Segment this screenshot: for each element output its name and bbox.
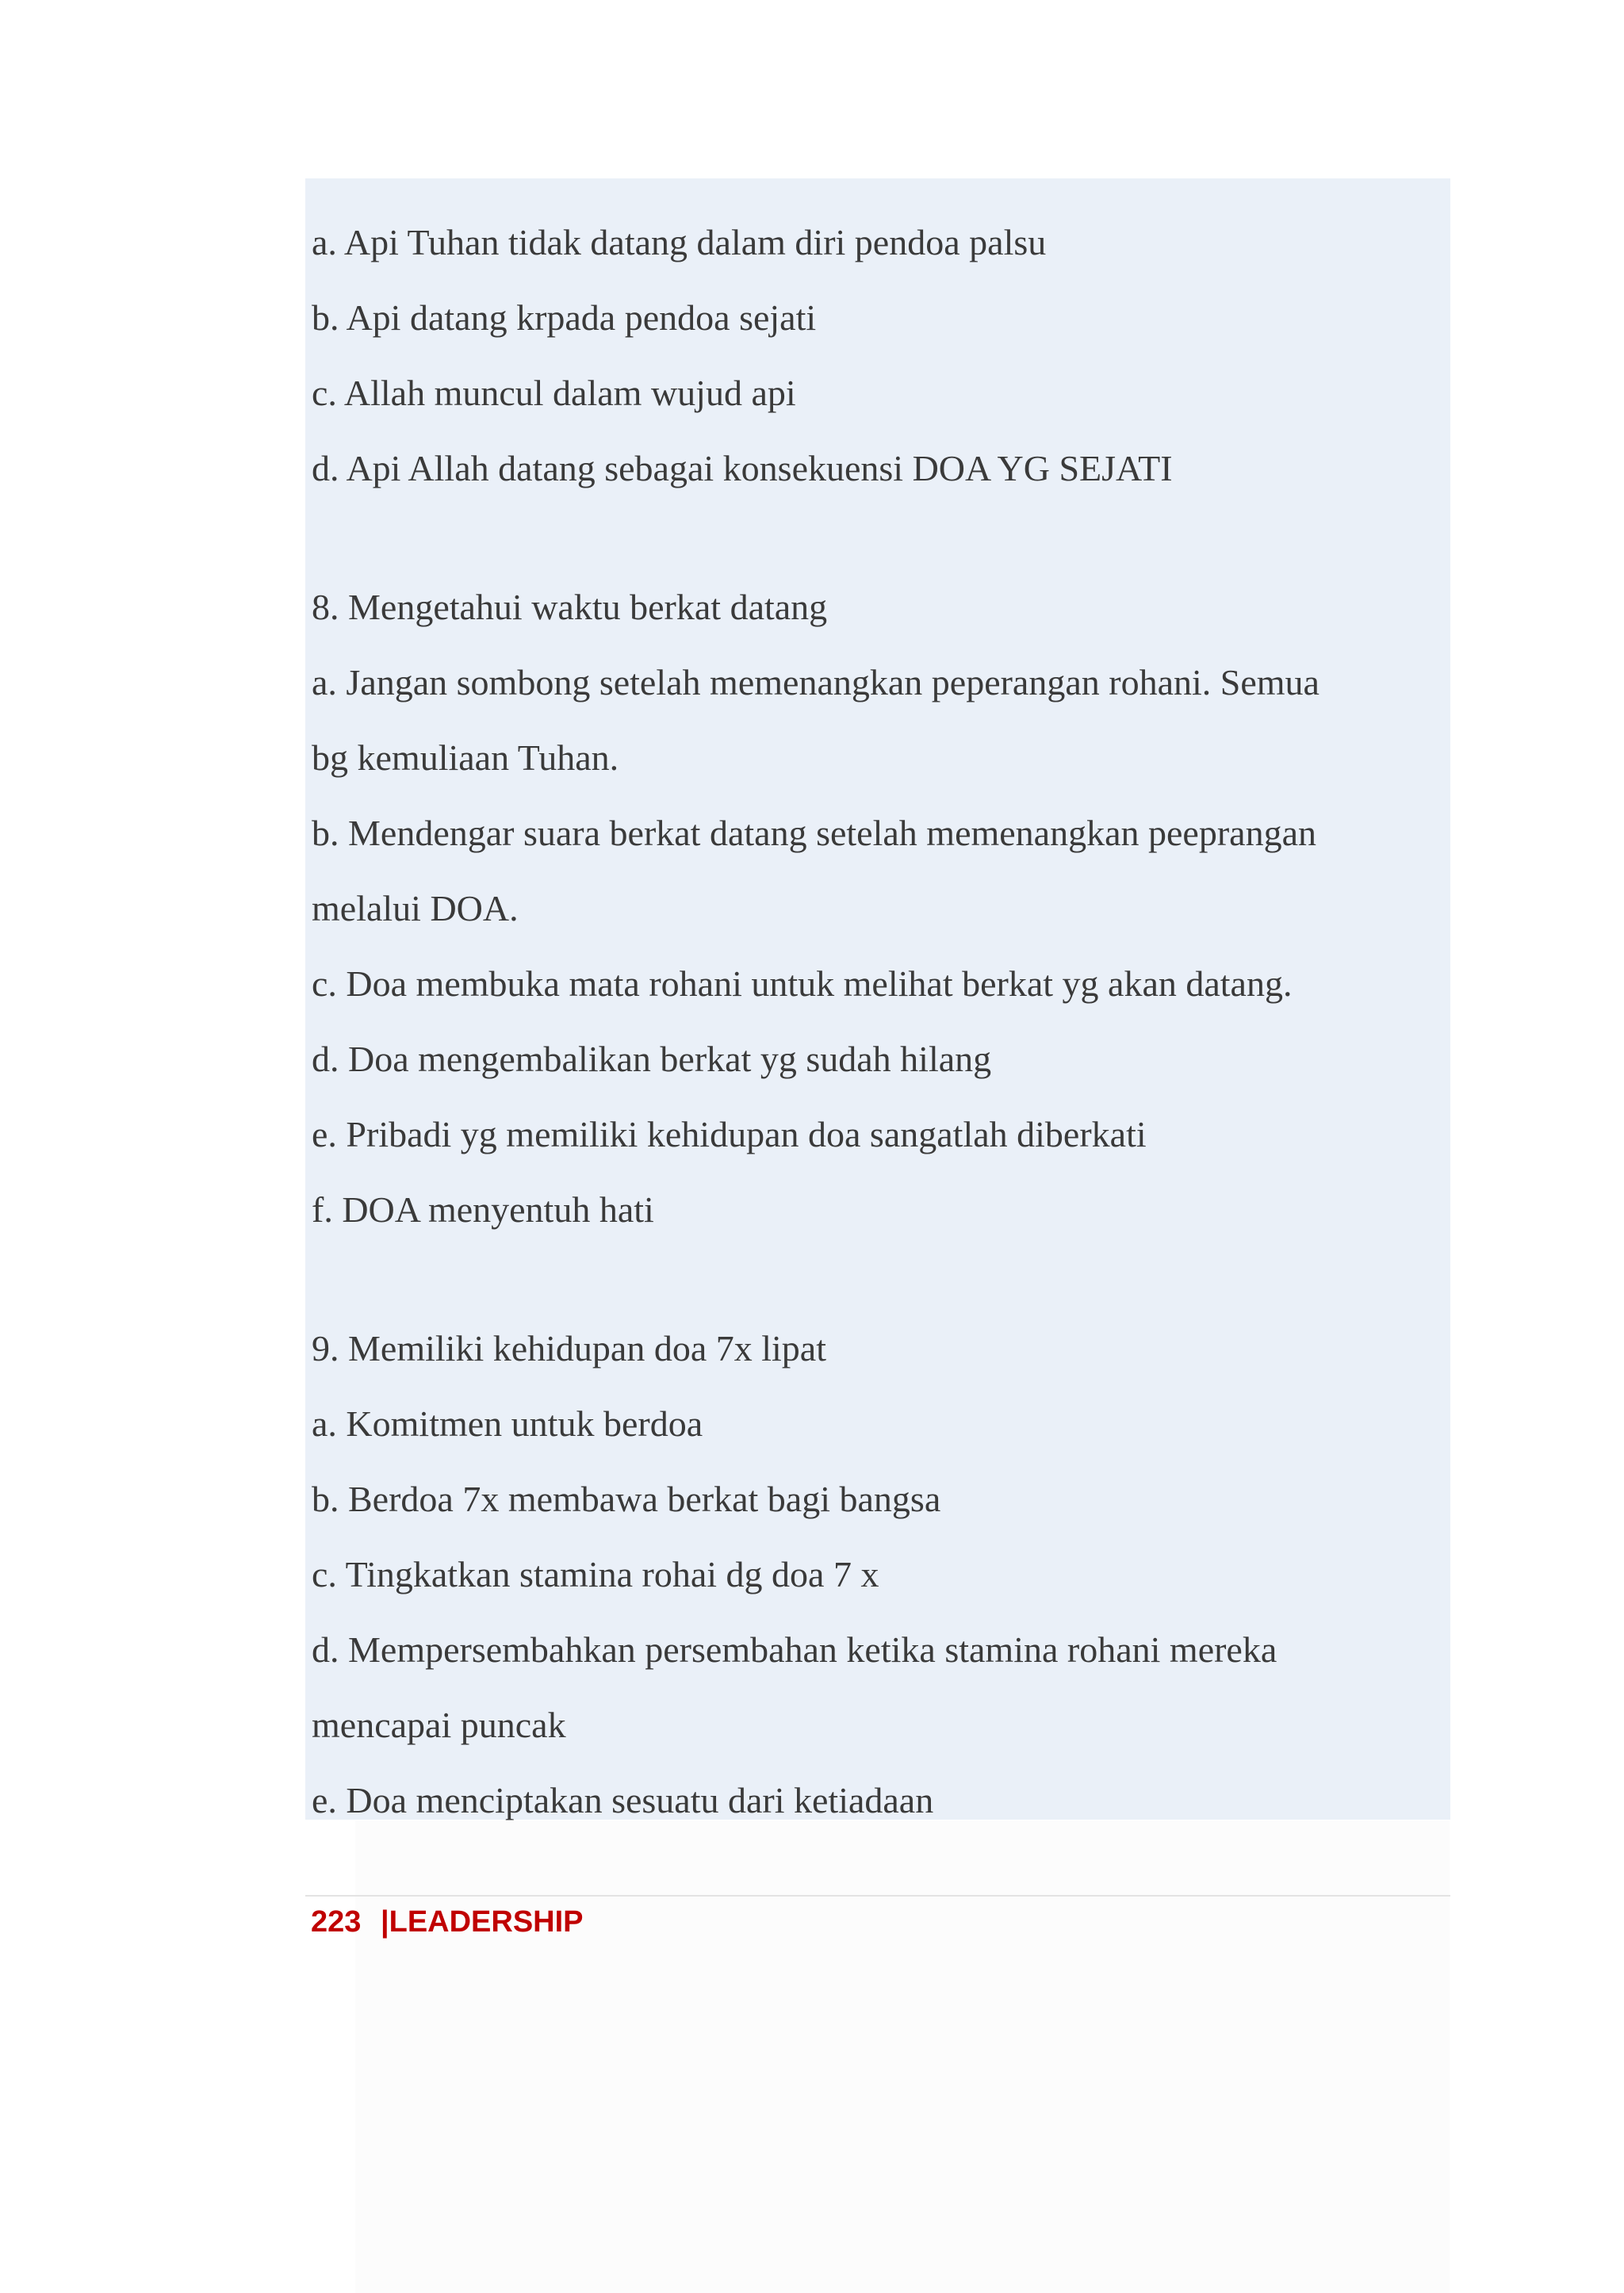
list-item-8a-line1: a. Jangan sombong setelah memenangkan peperangan rohani. Semua xyxy=(312,662,1320,702)
footer-title: LEADERSHIP xyxy=(389,1905,584,1939)
section-spacer xyxy=(312,1247,1438,1311)
list-item-8d: d. Doa mengembalikan berkat yg sudah hilang xyxy=(312,1039,992,1079)
section-8-heading: 8. Mengetahui waktu berkat datang xyxy=(312,587,828,627)
list-item-9e: e. Doa menciptakan sesuatu dari ketiadaan xyxy=(312,1780,934,1820)
list-item-8a-line2: bg kemuliaan Tuhan. xyxy=(312,737,619,778)
list-item-9d-line2: mencapai puncak xyxy=(312,1705,566,1745)
list-item-9d-line1: d. Mempersembahkan persembahan ketika stamina rohani mereka xyxy=(312,1629,1277,1670)
list-item-7d: d. Api Allah datang sebagai konsekuensi DOA YG SEJATI xyxy=(312,448,1173,488)
list-item-8b-line2: melalui DOA. xyxy=(312,888,519,928)
footer-separator: | xyxy=(380,1905,389,1939)
section-spacer xyxy=(312,506,1438,569)
page-footer xyxy=(311,1900,584,1944)
list-item-8f: f. DOA menyentuh hati xyxy=(312,1189,654,1230)
page-shade xyxy=(355,1820,1450,2293)
list-item-7c: c. Allah muncul dalam wujud api xyxy=(312,373,796,413)
list-item-7a: a. Api Tuhan tidak datang dalam diri pendoa palsu xyxy=(312,222,1047,262)
list-item-8c: c. Doa membuka mata rohani untuk melihat berkat yg akan datang. xyxy=(312,963,1293,1004)
footer-divider xyxy=(305,1895,1450,1897)
list-item-7b: b. Api datang krpada pendoa sejati xyxy=(312,297,817,338)
content-body xyxy=(312,205,1438,1838)
list-item-8e: e. Pribadi yg memiliki kehidupan doa sangatlah diberkati xyxy=(312,1114,1147,1154)
list-item-9c: c. Tingkatkan stamina rohai dg doa 7 x xyxy=(312,1554,879,1594)
page-number: 223 xyxy=(311,1905,362,1939)
section-9-heading: 9. Memiliki kehidupan doa 7x lipat xyxy=(312,1328,827,1369)
list-item-9a: a. Komitmen untuk berdoa xyxy=(312,1403,703,1444)
list-item-8b-line1: b. Mendengar suara berkat datang setelah memenangkan peeprangan xyxy=(312,813,1316,853)
list-item-9b: b. Berdoa 7x membawa berkat bagi bangsa xyxy=(312,1479,941,1519)
